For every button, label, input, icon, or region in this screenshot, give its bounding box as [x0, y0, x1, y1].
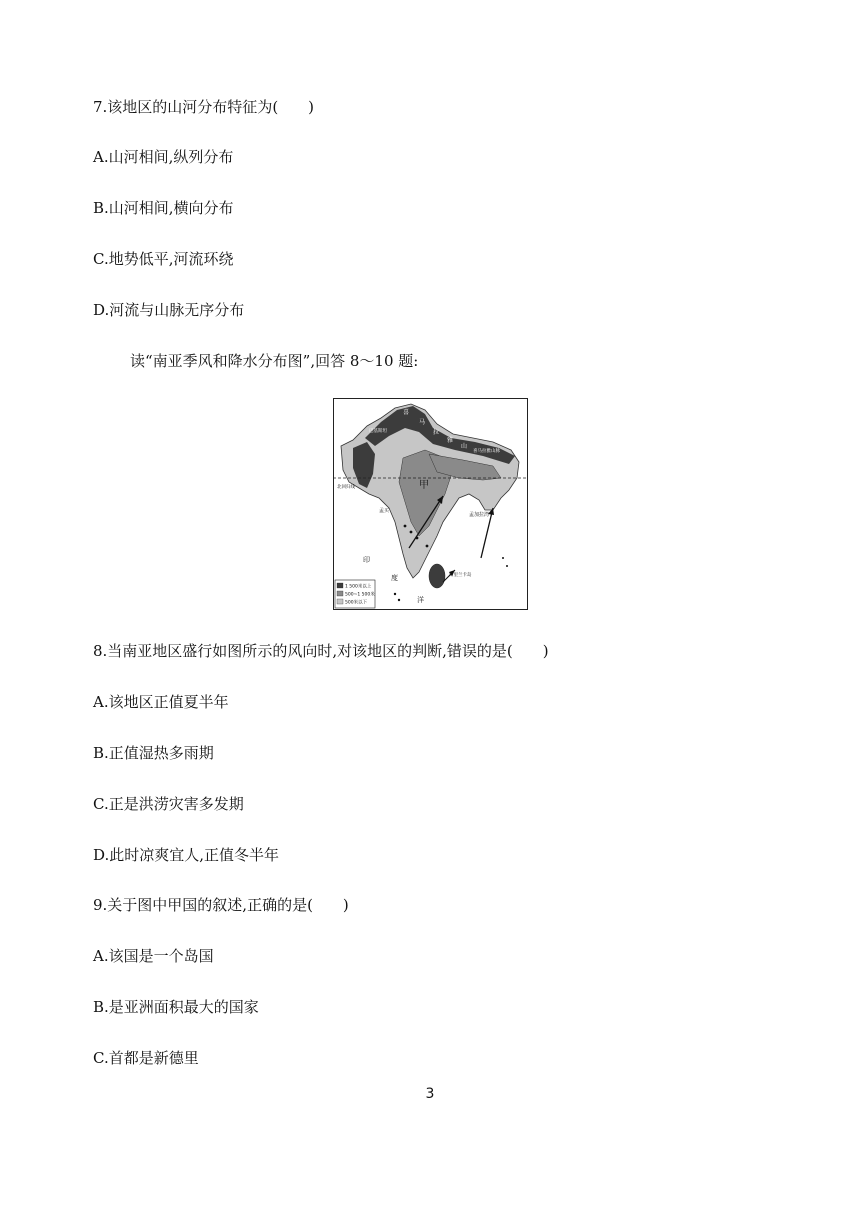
- legend-mid: 500~1 500米: [345, 592, 375, 598]
- legend-low: 500米以下: [345, 600, 368, 606]
- question-7-option-c: C.地势低平,河流环绕: [93, 250, 234, 268]
- label-du: 度: [391, 574, 398, 582]
- label-himalaya-5: 山: [461, 443, 468, 450]
- question-9-option-c: C.首都是新德里: [93, 1049, 199, 1067]
- question-7-option-b: B.山河相间,横向分布: [93, 199, 234, 217]
- label-mengjialawan: 孟加拉湾: [469, 512, 490, 518]
- south-asia-monsoon-map: [333, 398, 528, 610]
- label-himalaya-1: 喜: [403, 409, 410, 416]
- question-8-option-a: A.该地区正值夏半年: [93, 693, 229, 711]
- question-7-stem: 7.该地区的山河分布特征为( ): [93, 98, 315, 116]
- question-8-stem: 8.当南亚地区盛行如图所示的风向时,对该地区的判断,错误的是( ): [93, 642, 549, 660]
- question-9-option-a: A.该国是一个岛国: [93, 947, 214, 965]
- question-8-option-d: D.此时凉爽宜人,正值冬半年: [93, 846, 280, 864]
- sri-lanka-island: [429, 564, 445, 588]
- label-himalaya-2: 马: [419, 419, 426, 426]
- reading-intro: 读“南亚季风和降水分布图”,回答 8～10 题:: [130, 352, 419, 370]
- legend-high: 1 500米以上: [345, 584, 372, 590]
- label-jia: 甲: [419, 480, 429, 491]
- question-9-option-b: B.是亚洲面积最大的国家: [93, 998, 259, 1016]
- question-7-option-d: D.河流与山脉无序分布: [93, 301, 245, 319]
- label-mengmai: 孟买: [379, 508, 390, 514]
- question-9-stem: 9.关于图中甲国的叙述,正确的是( ): [93, 896, 349, 914]
- question-8-option-c: C.正是洪涝灾害多发期: [93, 795, 244, 813]
- label-tropic: 北回归线: [337, 485, 355, 490]
- question-7-option-a: A.山河相间,纵列分布: [93, 148, 234, 166]
- label-himalaya-4: 雅: [447, 437, 454, 444]
- map-legend: [335, 580, 375, 608]
- page-number: 3: [425, 1086, 435, 1102]
- label-yang: 洋: [417, 596, 424, 604]
- label-pakistan: 巴基斯坦: [369, 429, 387, 434]
- label-sri-lanka: 斯里兰卡岛: [449, 573, 472, 578]
- label-yin: 印: [363, 556, 370, 564]
- label-range: 喜马拉雅山脉: [473, 449, 500, 454]
- label-himalaya-3: 拉: [433, 429, 440, 436]
- question-8-option-b: B.正值湿热多雨期: [93, 744, 214, 762]
